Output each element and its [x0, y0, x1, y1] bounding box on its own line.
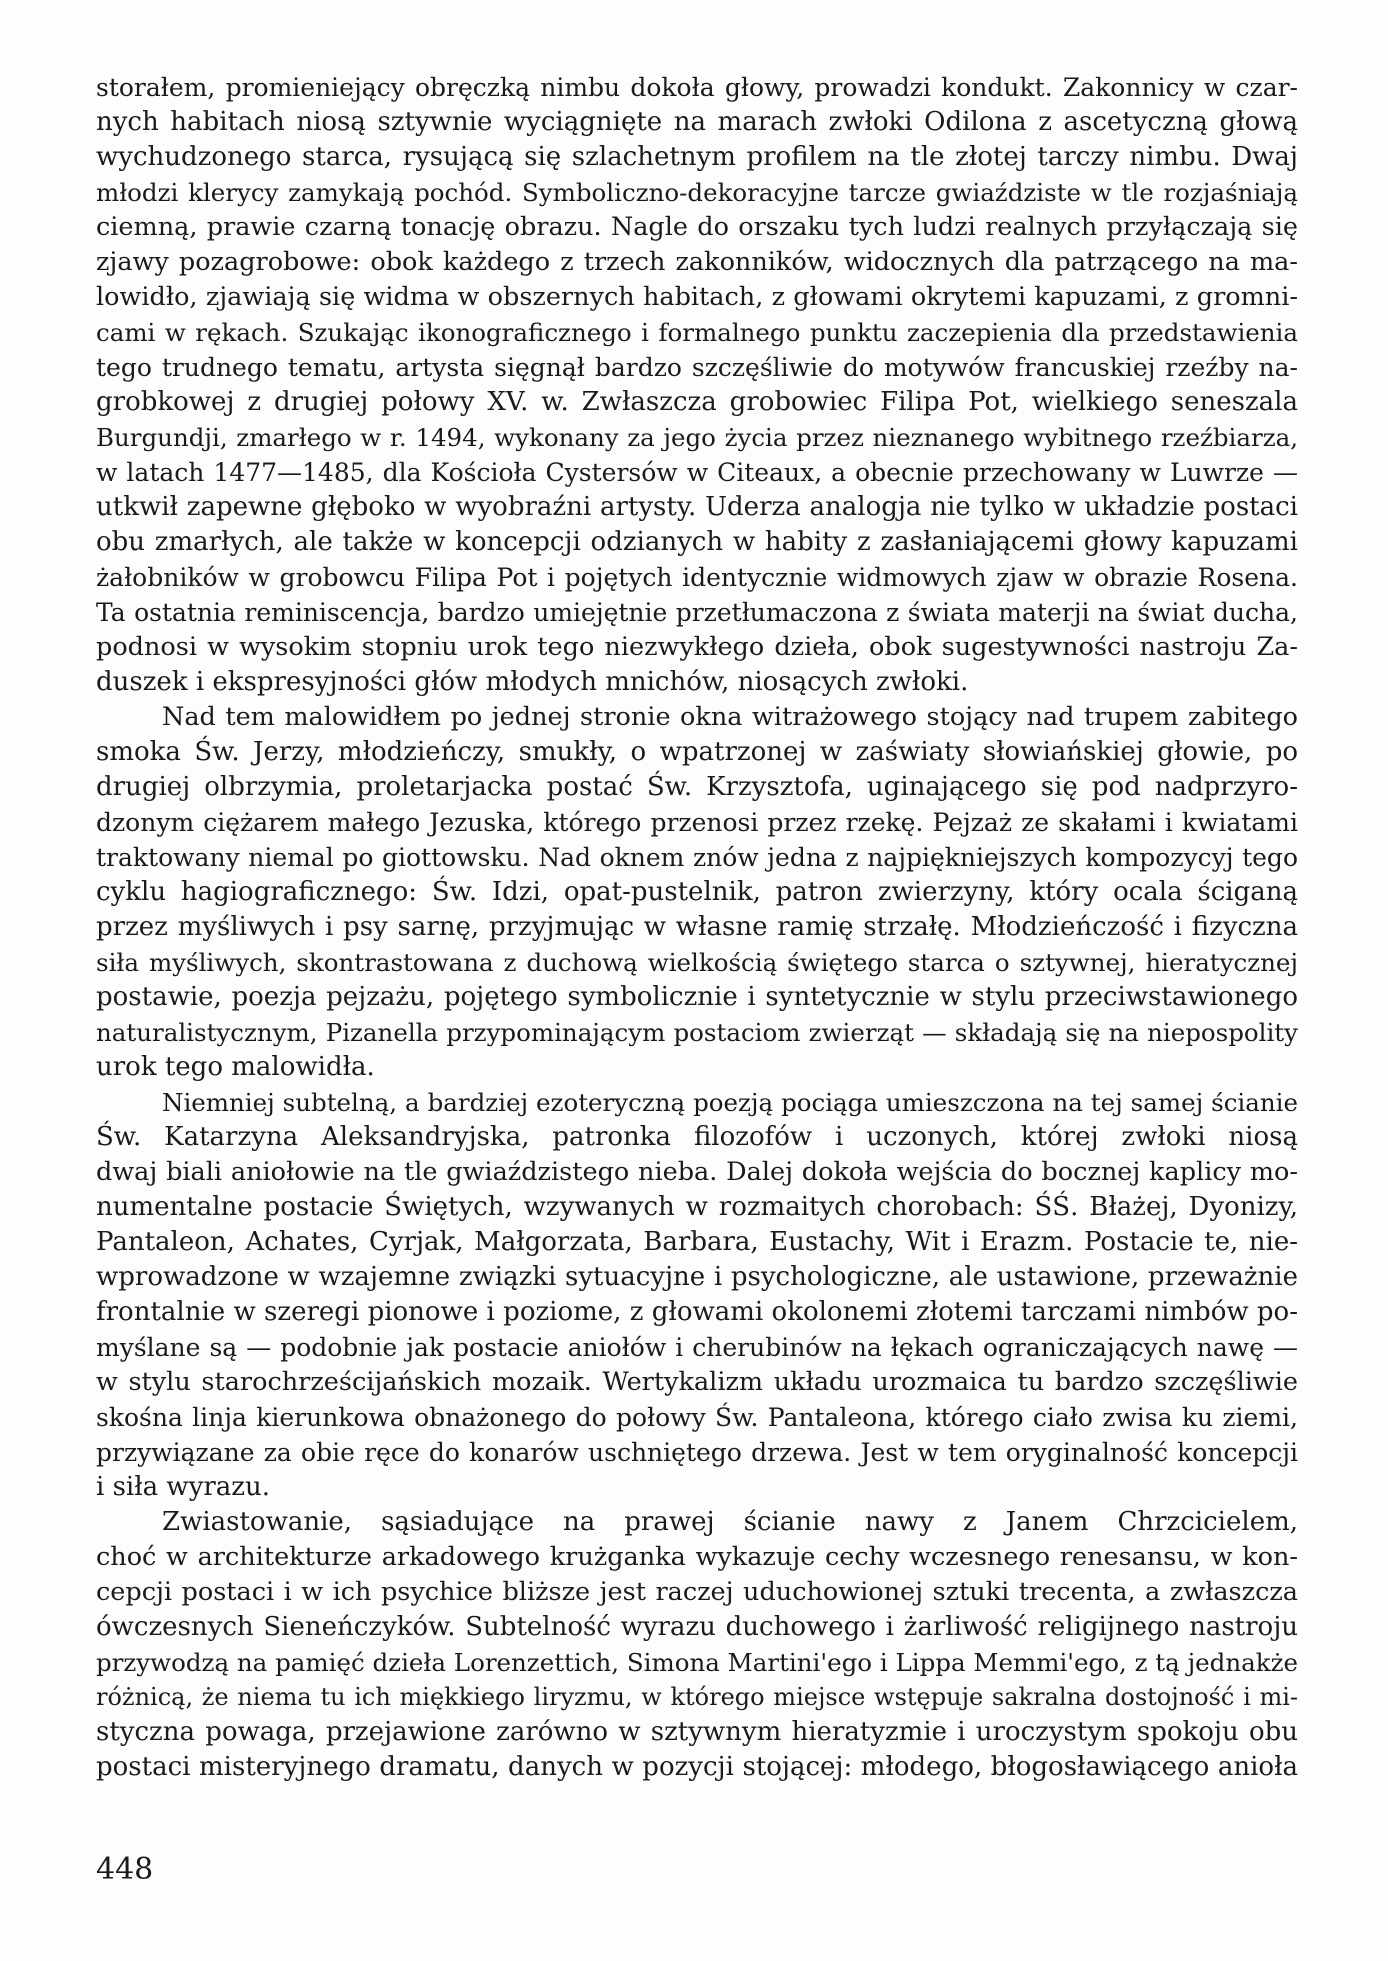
- text-line: skośna linja kierunkowa obnażonego do połowy Św. Pantaleona, którego ciało zwisa ku ziemi,: [96, 1403, 1298, 1432]
- text-line: przywodzą na pamięć dzieła Lorenzettich, Simona Martini'ego i Lippa Memmi'ego, z tą jednakże: [96, 1648, 1298, 1677]
- text-line: traktowany niemal po giottowsku. Nad oknem znów jedna z najpiękniejszych kompozycyj tego: [96, 843, 1298, 872]
- text-line: myślane są — podobnie jak postacie aniołów i cherubinów na łękach ograniczających nawę —: [96, 1333, 1298, 1362]
- text-line: duszek i ekspresyjności głów młodych mnichów, niosących zwłoki.: [96, 667, 969, 697]
- text-line: Pantaleon, Achates, Cyrjak, Małgorzata, Barbara, Eustachy, Wit i Erazm. Postacie te, nie-: [96, 1227, 1298, 1257]
- text-line: Niemniej subtelną, a bardziej ezoteryczną poezją pociąga umieszczona na tej samej ścianie: [162, 1088, 1298, 1117]
- text-line: utkwił zapewne głęboko w wyobraźni artysty. Uderza analogja nie tylko w układzie postaci: [96, 492, 1298, 522]
- text-line: cepcji postaci i w ich psychice bliższe jest raczej uduchowionej sztuki trecenta, a zwłaszcza: [96, 1577, 1298, 1607]
- text-line: wychudzonego starca, rysującą się szlachetnym profilem na tle złotej tarczy nimbu. Dwaj: [96, 142, 1298, 172]
- text-line: ciemną, prawie czarną tonację obrazu. Nagle do orszaku tych ludzi realnych przyłączają się: [96, 212, 1298, 242]
- text-line: cyklu hagiograficznego: Św. Idzi, opat-pustelnik, patron zwierzyny, który ocala ściganą: [96, 877, 1298, 907]
- text-line: przez myśliwych i psy sarnę, przyjmując w własne ramię strzałę. Młodzieńczość i fizyczna: [96, 912, 1298, 942]
- text-line: postawie, poezja pejzażu, pojętego symbolicznie i syntetycznie w stylu przeciwstawionego: [96, 982, 1298, 1012]
- text-line: urok tego malowidła.: [96, 1052, 375, 1082]
- text-line: lowidło, zjawiają się widma w obszernych habitach, z głowami okrytemi kapuzami, z gromni-: [96, 282, 1298, 312]
- text-line: Burgundji, zmarłego w r. 1494, wykonany za jego życia przez nieznanego wybitnego rzeźbiarza,: [96, 423, 1298, 452]
- text-line: Nad tem malowidłem po jednej stronie okna witrażowego stojący nad trupem zabitego: [162, 702, 1298, 732]
- text-line: naturalistycznym, Pizanella przypominającym postaciom zwierząt — składają się na niepospolity: [96, 1018, 1298, 1047]
- text-line: choć w architekturze arkadowego krużganka wykazuje cechy wczesnego renesansu, w kon-: [96, 1542, 1298, 1572]
- text-line: i siła wyrazu.: [96, 1472, 271, 1502]
- text-line: storałem, promieniejący obręczką nimbu dokoła głowy, prowadzi kondukt. Zakonnicy w czar-: [96, 73, 1298, 102]
- text-line: podnosi w wysokim stopniu urok tego niezwykłego dzieła, obok sugestywności nastroju Za-: [96, 632, 1298, 662]
- text-line: w stylu starochrześcijańskich mozaik. Wertykalizm układu urozmaica tu bardzo szczęśliwie: [96, 1367, 1298, 1397]
- text-line: ówczesnych Sieneńczyków. Subtelność wyrazu duchowego i żarliwość religijnego nastroju: [96, 1612, 1298, 1642]
- text-line: Ta ostatnia reminiscencja, bardzo umiejętnie przetłumaczona z świata materji na świat ducha,: [96, 598, 1298, 627]
- text-line: styczna powaga, przejawione zarówno w sztywnym hieratyzmie i uroczystym spokoju obu: [96, 1717, 1298, 1747]
- text-line: numentalne postacie Świętych, wzywanych w rozmaitych chorobach: ŚŚ. Błażej, Dyonizy,: [96, 1192, 1298, 1222]
- text-line: dwaj biali aniołowie na tle gwiaździstego nieba. Dalej dokoła wejścia do bocznej kaplicy mo-: [96, 1157, 1298, 1187]
- text-line: Zwiastowanie, sąsiadujące na prawej ścianie nawy z Janem Chrzcicielem,: [162, 1507, 1298, 1537]
- text-line: dzonym ciężarem małego Jezuska, którego przenosi przez rzekę. Pejzaż ze skałami i kwiatami: [96, 808, 1298, 837]
- text-line: przywiązane za obie ręce do konarów uschniętego drzewa. Jest w tem oryginalność koncepcji: [96, 1438, 1298, 1467]
- text-line: drugiej olbrzymia, proletarjacka postać Św. Krzysztofa, uginającego się pod nadprzyro-: [96, 772, 1298, 802]
- text-line: młodzi klerycy zamykają pochód. Symboliczno-dekoracyjne tarcze gwiaździste w tle rozjaśniają: [96, 178, 1298, 207]
- text-line: siła myśliwych, skontrastowana z duchową wielkością świętego starca o sztywnej, hieratycznej: [96, 948, 1298, 977]
- text-line: tego trudnego tematu, artysta sięgnął bardzo szczęśliwie do motywów francuskiej rzeźby na-: [96, 353, 1298, 382]
- text-line: wprowadzone w wzajemne związki sytuacyjne i psychologiczne, ale ustawione, przeważnie: [96, 1262, 1298, 1292]
- text-line: postaci misteryjnego dramatu, danych w pozycji stojącej: młodego, błogosławiącego anioła: [96, 1752, 1298, 1782]
- text-line: smoka Św. Jerzy, młodzieńczy, smukły, o wpatrzonej w zaświaty słowiańskiej głowie, po: [96, 737, 1298, 767]
- text-line: nych habitach niosą sztywnie wyciągnięte na marach zwłoki Odilona z ascetyczną głową: [96, 107, 1298, 137]
- body-text: [96, 70, 1298, 1785]
- text-line: zjawy pozagrobowe: obok każdego z trzech zakonników, widocznych dla patrzącego na ma-: [96, 247, 1298, 277]
- text-line: obu zmarłych, ale także w koncepcji odzianych w habity z zasłaniającemi głowy kapuzami: [96, 527, 1298, 557]
- text-line: frontalnie w szeregi pionowe i poziome, z głowami okolonemi złotemi tarczami nimbów po-: [96, 1297, 1298, 1327]
- text-line: cami w rękach. Szukając ikonograficznego i formalnego punktu zaczepienia dla przedstawienia: [96, 318, 1298, 347]
- page-number: 448: [96, 1852, 154, 1887]
- text-line: żałobników w grobowcu Filipa Pot i pojętych identycznie widmowych zjaw w obrazie Rosena.: [96, 563, 1298, 592]
- text-line: grobkowej z drugiej połowy XV. w. Zwłaszcza grobowiec Filipa Pot, wielkiego seneszala: [96, 387, 1298, 417]
- text-line: różnicą, że niema tu ich miękkiego liryzmu, w którego miejsce wstępuje sakralna dostojność i mi-: [96, 1683, 1298, 1711]
- text-line: w latach 1477—1485, dla Kościoła Cystersów w Citeaux, a obecnie przechowany w Luwrze —: [96, 458, 1298, 487]
- text-line: Św. Katarzyna Aleksandryjska, patronka filozofów i uczonych, której zwłoki niosą: [96, 1122, 1298, 1152]
